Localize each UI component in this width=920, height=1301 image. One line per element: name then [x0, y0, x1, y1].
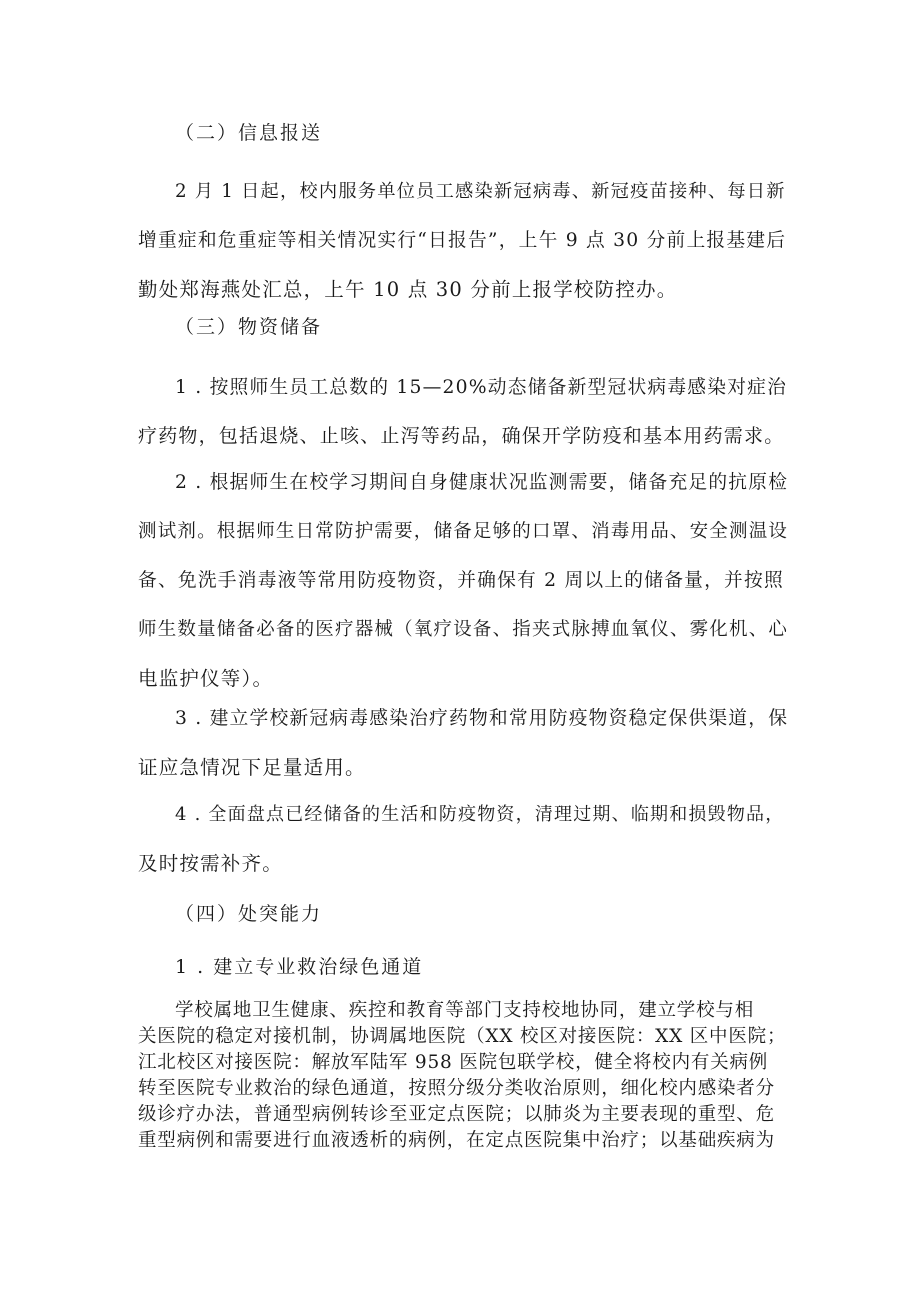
section-heading-supplies: （三）物资储备	[175, 316, 323, 338]
paragraph-green-channel	[138, 998, 790, 1154]
paragraph-line: 学校属地卫生健康、疾控和教育等部门支持校地协同，建立学校与相	[175, 1000, 755, 1021]
paragraph-line: 师生数量储备必备的医疗器械（氧疗设备、指夹式脉搏血氧仪、雾化机、心	[138, 619, 789, 640]
paragraph-supplies-item-3	[138, 694, 790, 792]
paragraph-line: 疗药物，包括退烧、止咳、止泻等药品，确保开学防疫和基本用药需求。	[138, 425, 785, 447]
paragraph-line: 关医院的稳定对接机制，协调属地医院（XX 校区对接医院：XX 区中医院；	[138, 1026, 787, 1047]
paragraph-line: 2 月 1 日起，校内服务单位员工感染新冠病毒、新冠疫苗接种、每日新	[175, 181, 786, 202]
paragraph-line: 及时按需补齐。	[138, 852, 283, 875]
paragraph-line: 3 . 建立学校新冠病毒感染治疗药物和常用防疫物资稳定保供渠道，保	[175, 708, 789, 729]
paragraph-info-report	[138, 167, 790, 314]
paragraph-line: 级诊疗办法，普通型病例转诊至亚定点医院；以肺炎为主要表现的重型、危	[138, 1104, 775, 1125]
paragraph-line: 测试剂。根据师生日常防护需要，储备足够的口罩、消毒用品、安全测温设	[138, 521, 789, 542]
paragraph-line: 江北校区对接医院：解放军陆军 958 医院包联学校，健全将校内有关病例	[138, 1052, 769, 1073]
paragraph-supplies-item-1	[138, 363, 790, 461]
paragraph-line: 1 . 按照师生员工总数的 15—20%动态储备新型冠状病毒感染对症治	[175, 377, 788, 398]
section-heading-info-report: （二）信息报送	[175, 122, 323, 144]
section-heading-response: （四）处突能力	[175, 903, 323, 925]
paragraph-line: 重型病例和需要进行血液透析的病例，在定点医院集中治疗；以基础疾病为	[138, 1130, 775, 1151]
paragraph-supplies-item-2	[138, 458, 790, 703]
paragraph-supplies-item-4	[138, 790, 790, 888]
paragraph-line: 备、免洗手消毒液等常用防疫物资，并确保有 2 周以上的储备量，并按照	[138, 570, 784, 591]
paragraph-line: 增重症和危重症等相关情况实行“日报告”，上午 9 点 30 分前上报基建后	[138, 230, 787, 251]
paragraph-line: 证应急情况下足量适用。	[138, 756, 366, 779]
paragraph-line: 2 . 根据师生在校学习期间自身健康状况监测需要，储备充足的抗原检	[175, 472, 789, 493]
paragraph-line: 4 . 全面盘点已经储备的生活和防疫物资，清理过期、临期和损毁物品，	[175, 804, 785, 825]
paragraph-line: 转至医院专业救治的绿色通道，按照分级分类收治原则，细化校内感染者分	[138, 1078, 775, 1099]
subsection-heading-green-channel: 1 . 建立专业救治绿色通道	[175, 956, 424, 978]
paragraph-line: 勤处郑海燕处汇总，上午 10 点 30 分前上报学校防控办。	[138, 278, 678, 301]
paragraph-line: 电监护仪等）。	[138, 667, 274, 690]
